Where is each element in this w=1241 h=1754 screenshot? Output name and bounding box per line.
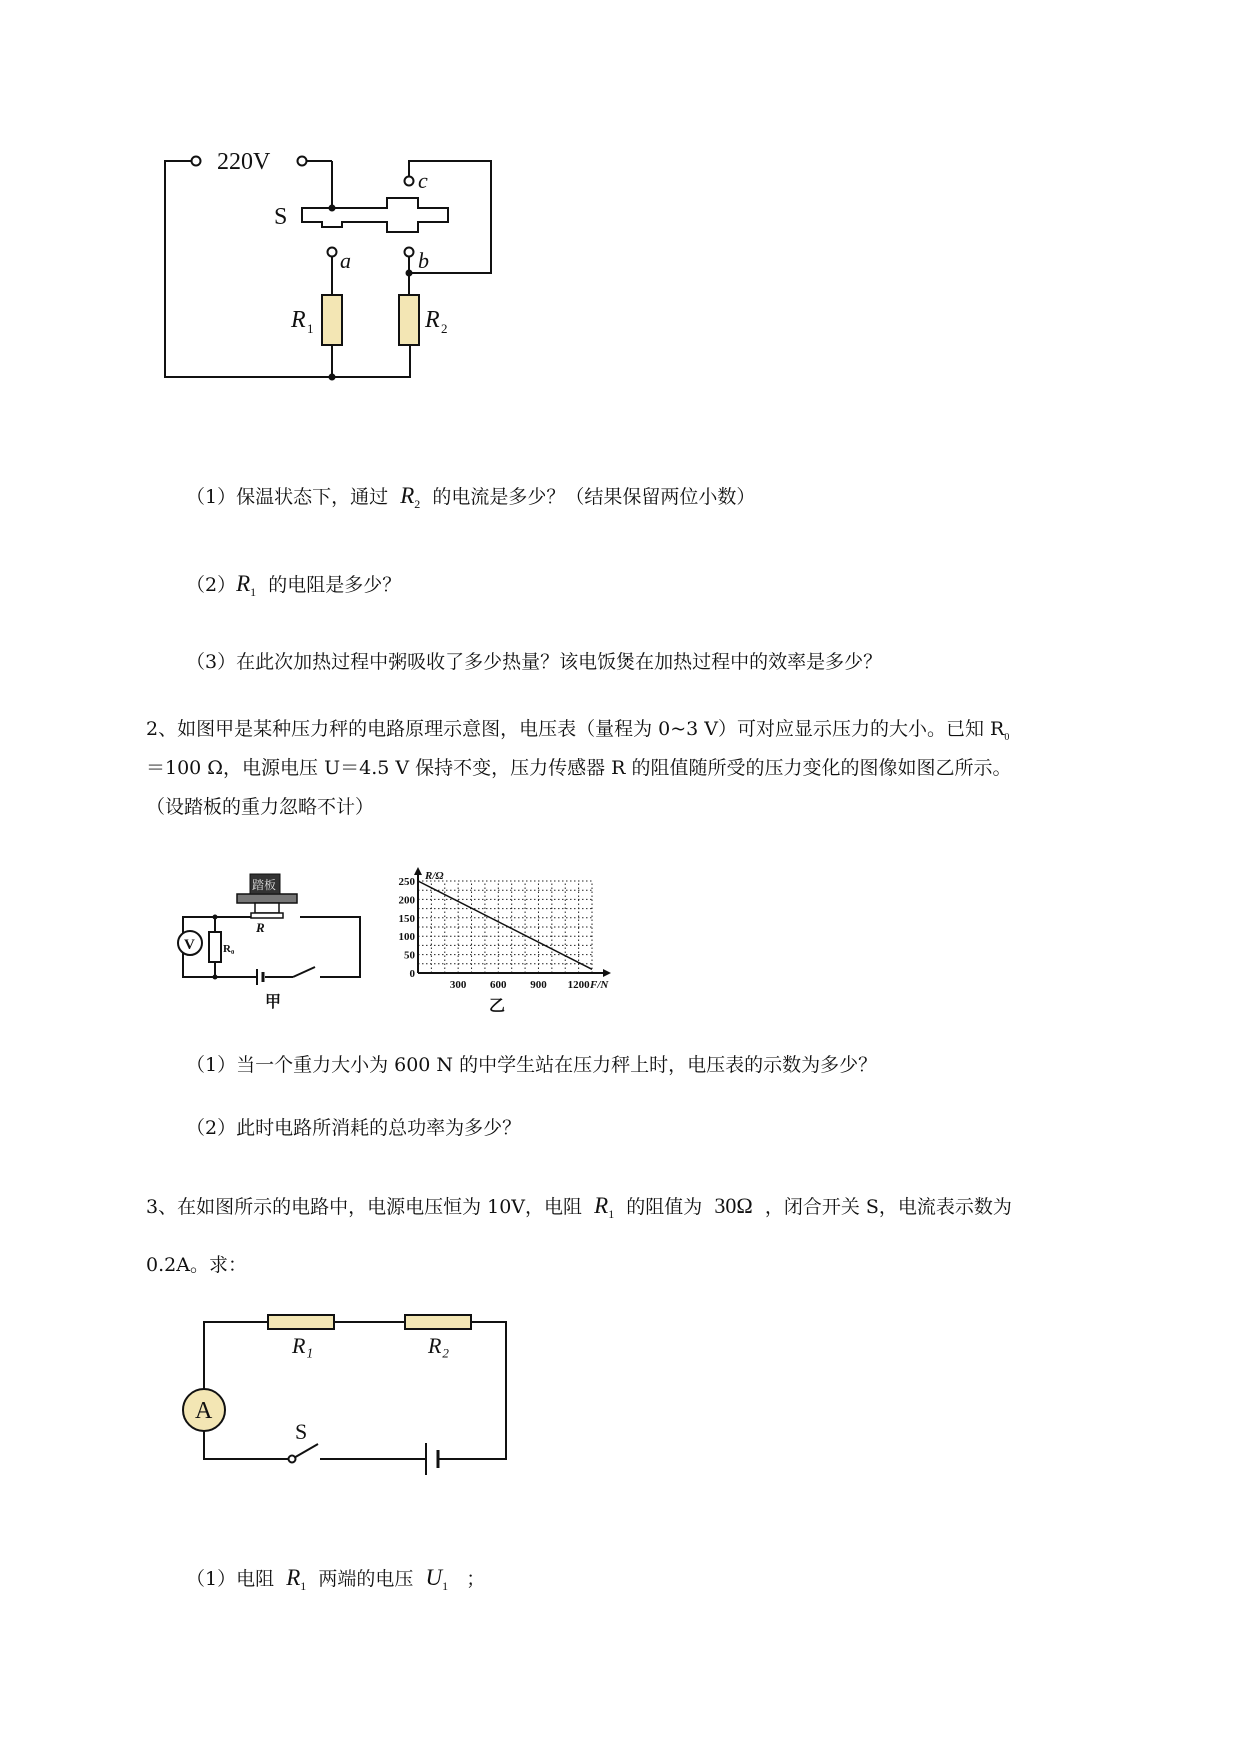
r2-label: R xyxy=(425,307,440,333)
chart-ytick-label: 100 xyxy=(398,931,415,944)
circuit-diagram-1 xyxy=(150,150,550,390)
p3-stem-line-1: 3、在如图所示的电路中，电源电压恒为 10V，电阻 $R_1$ 的阻值为 30Ω ，闭合开关 S，电流表示数为 xyxy=(146,1193,1012,1221)
p3-stem-line-2: 0.2A。求： xyxy=(146,1254,247,1276)
p1-question-3: （3）在此次加热过程中粥吸收了多少热量？该电饭煲在加热过程中的效率是多少？ xyxy=(186,651,883,673)
chart-xlabel: F/N xyxy=(590,979,609,991)
p1-question-2: $(2)R_1$ 的电阻是多少？ xyxy=(186,571,402,599)
p3-question-1: （1）电阻 $R_1$ 两端的电压 $U_1$ ； xyxy=(186,1565,486,1593)
chart-xtick-label: 1200 xyxy=(567,979,590,991)
figure-caption-b: 乙 xyxy=(489,998,506,1015)
chart-xtick-label: 900 xyxy=(530,979,547,991)
chart-ylabel: R/Ω xyxy=(425,870,444,882)
r1-label: R xyxy=(291,307,306,333)
p2-stem-line-3: （设踏板的重力忽略不计） xyxy=(146,796,375,818)
switch-s-label: S xyxy=(295,1419,308,1444)
circuit-diagram-pressure-scale xyxy=(175,852,375,1012)
terminal-c-label: c xyxy=(418,168,428,193)
r1-sub: 1 xyxy=(307,321,314,336)
resistance-force-chart xyxy=(385,865,615,1015)
r2-sub: 2 xyxy=(441,321,448,336)
p1-question-1: （1）保温状态下，通过 $R_2$ 的电流是多少？（结果保留两位小数） xyxy=(186,483,756,511)
circuit-diagram-series xyxy=(170,1310,520,1470)
p2-stem-line-2: ＝100 Ω，电源电压 U＝4.5 V 保持不变，压力传感器 R 的阻值随所受的压力变化的图像如图乙所示。 xyxy=(146,757,1012,779)
p2-stem-line-1: 2、如图甲是某种压力秤的电路原理示意图，电压表（量程为 0~3 V）可对应显示压力的大小。已知 $R_0$ xyxy=(146,718,1010,743)
voltage-label: 220V xyxy=(217,149,271,175)
chart-ytick-label: 200 xyxy=(398,894,415,907)
r2-label-2: R₂ xyxy=(428,1333,450,1358)
chart-xtick-label: 300 xyxy=(449,979,467,991)
chart-xtick-label: 600 xyxy=(490,979,507,991)
terminal-b-label: b xyxy=(418,248,429,273)
chart-ytick-label: 0 xyxy=(409,968,415,980)
ammeter-label: A xyxy=(195,1398,213,1424)
chart-ytick-label: 150 xyxy=(398,912,415,925)
sensor-r-label: R xyxy=(256,920,265,935)
p2-question-2: （2）此时电路所消耗的总功率为多少？ xyxy=(186,1117,522,1139)
switch-label: S xyxy=(274,204,288,230)
chart-ytick-label: 50 xyxy=(404,949,415,962)
chart-series-line xyxy=(418,881,592,969)
plate-label: 踏板 xyxy=(252,878,277,892)
chart-ytick-label: 250 xyxy=(398,876,415,888)
r0-label: R₀ xyxy=(223,943,235,955)
p2-question-1: （1）当一个重力大小为 600 N 的中学生站在压力秤上时，电压表的示数为多少？ xyxy=(186,1054,878,1076)
figure-caption-a: 甲 xyxy=(265,994,282,1011)
voltmeter-label: V xyxy=(184,937,195,953)
terminal-a-label: a xyxy=(340,248,351,273)
r1-label-2: R₁ xyxy=(292,1333,314,1358)
